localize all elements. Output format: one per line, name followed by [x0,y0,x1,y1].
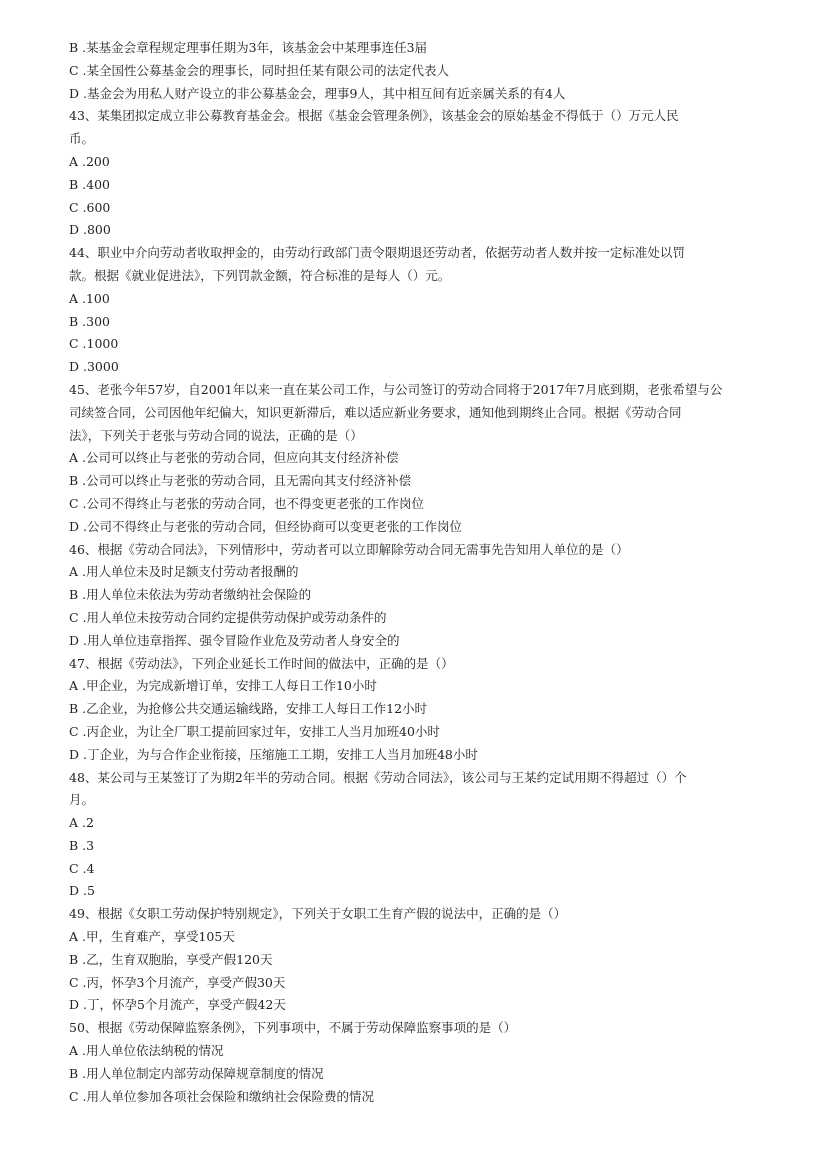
question-text-continued: 司续签合同，公司因他年纪偏大，知识更新滞后，难以适应新业务要求，通知他到期终止合同。根据《劳动合同 [69,404,682,420]
answer-option: B .用人单位未依法为劳动者缴纳社会保险的 [69,587,312,603]
answer-option: D .5 [69,883,95,899]
question-text: 48、某公司与王某签订了为期2年半的劳动合同。根据《劳动合同法》，该公司与王某约定试用期不得超过（）个 [69,769,687,785]
question-text: 44、职业中介向劳动者收取押金的，由劳动行政部门责令限期退还劳动者，依据劳动者人数并按一定标准处以罚 [69,245,685,261]
question-text: 45、老张今年57岁，自2001年以来一直在某公司工作，与公司签订的劳动合同将于2017年7月底到期，老张希望与公 [69,381,723,397]
answer-option: A .甲，生育难产，享受105天 [69,929,235,945]
document-page [69,37,769,1108]
answer-option: C .用人单位参加各项社会保险和缴纳社会保险费的情况 [69,1088,375,1104]
question-text-continued: 款。根据《就业促进法》，下列罚款金额，符合标准的是每人（）元。 [69,267,451,283]
answer-option: C .某全国性公募基金会的理事长，同时担任某有限公司的法定代表人 [69,62,450,78]
answer-option: C .1000 [69,336,119,352]
answer-option: D .用人单位违章指挥、强令冒险作业危及劳动者人身安全的 [69,632,400,648]
answer-option: D .800 [69,222,111,238]
answer-option: D .3000 [69,359,119,375]
question-text-continued: 法》，下列关于老张与劳动合同的说法，正确的是（） [69,427,363,443]
answer-option: B .3 [69,837,95,853]
question-text-continued: 币。 [69,131,95,147]
answer-option: B .400 [69,176,110,192]
answer-option: A .甲企业，为完成新增订单，安排工人每日工作10小时 [69,678,377,694]
answer-option: B .乙，生育双胞胎，享受产假120天 [69,951,273,967]
answer-option: A .100 [69,290,110,306]
answer-option: B .乙企业，为抢修公共交通运输线路，安排工人每日工作12小时 [69,701,428,717]
answer-option: B .300 [69,313,110,329]
answer-option: C .用人单位未按劳动合同约定提供劳动保护或劳动条件的 [69,609,387,625]
answer-option: B .某基金会章程规定理事任期为3年，该基金会中某理事连任3届 [69,40,428,55]
question-text: 47、根据《劳动法》，下列企业延长工作时间的做法中，正确的是（） [69,655,454,671]
answer-option: C .丙企业，为让全厂职工提前回家过年，安排工人当月加班40小时 [69,723,440,739]
answer-option: A .200 [69,153,110,169]
question-text: 43、某集团拟定成立非公募教育基金会。根据《基金会管理条例》，该基金会的原始基金不得低于（）万元人民 [69,108,679,124]
answer-option: A .用人单位未及时足额支付劳动者报酬的 [69,564,299,580]
answer-option: A .2 [69,815,94,831]
answer-option: D .基金会为用私人财产设立的非公募基金会，理事9人，其中相互间有近亲属关系的有4人 [69,85,566,101]
answer-option: A .公司可以终止与老张的劳动合同，但应向其支付经济补偿 [69,450,399,466]
answer-option: C .公司不得终止与老张的劳动合同，也不得变更老张的工作岗位 [69,495,425,511]
answer-option: C .600 [69,199,111,215]
answer-option: C .丙，怀孕3个月流产，享受产假30天 [69,974,286,990]
question-text: 49、根据《女职工劳动保护特别规定》，下列关于女职工生育产假的说法中，正确的是（） [69,906,567,922]
answer-option: C .4 [69,860,95,876]
question-text: 46、根据《劳动合同法》，下列情形中，劳动者可以立即解除劳动合同无需事先告知用人单位的是（） [69,541,629,557]
answer-option: B .用人单位制定内部劳动保障规章制度的情况 [69,1065,324,1081]
answer-option: D .公司不得终止与老张的劳动合同，但经协商可以变更老张的工作岗位 [69,518,462,534]
answer-option: A .用人单位依法纳税的情况 [69,1043,224,1059]
answer-option: B .公司可以终止与老张的劳动合同，且无需向其支付经济补偿 [69,473,412,489]
question-text: 50、根据《劳动保障监察条例》，下列事项中，不属于劳动保障监察事项的是（） [69,1020,517,1036]
answer-option: D .丁企业，为与合作企业衔接，压缩施工工期，安排工人当月加班48小时 [69,746,478,762]
answer-option: D .丁，怀孕5个月流产，享受产假42天 [69,997,286,1013]
question-text-continued: 月。 [69,792,95,808]
